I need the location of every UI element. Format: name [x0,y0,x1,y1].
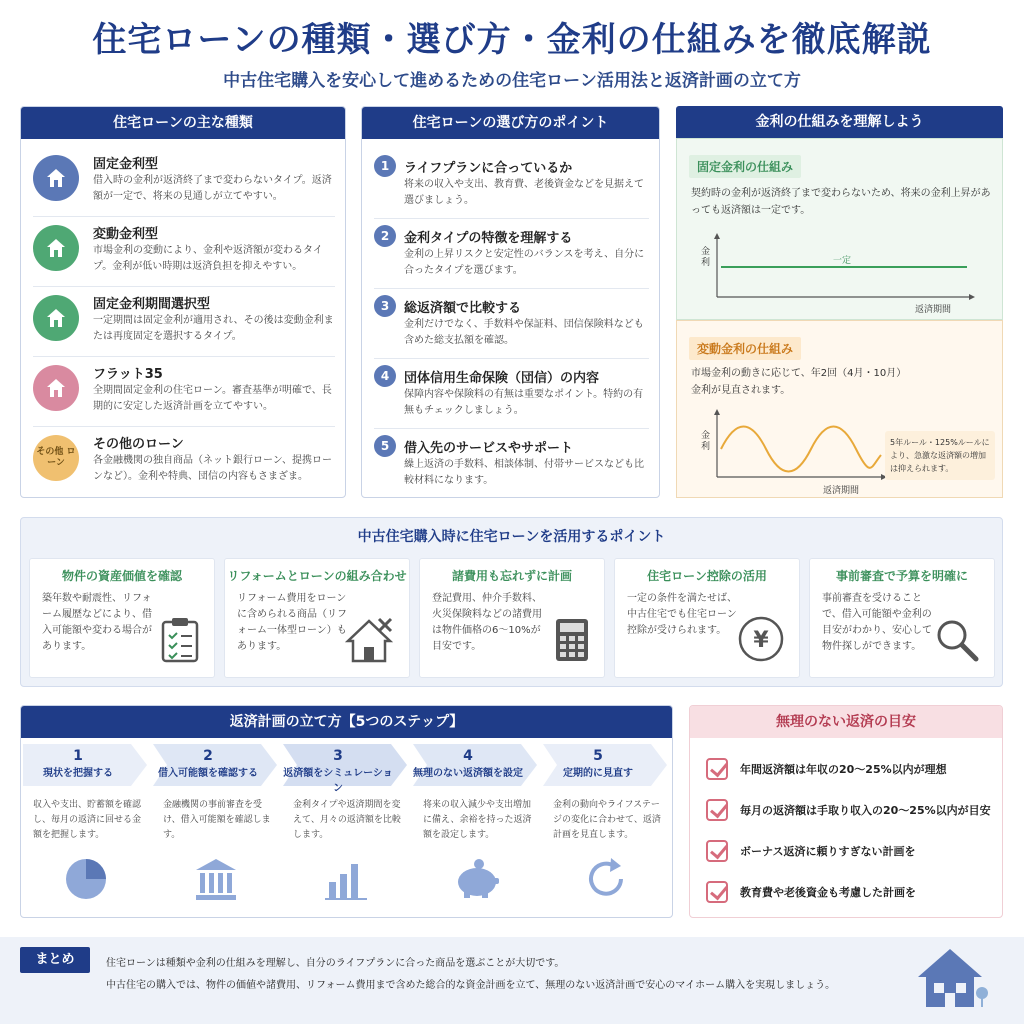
selection-point-title: 団体信用生命保険（団信）の内容 [404,371,600,386]
loan-type-item [33,291,335,357]
variable-rate-label: 変動金利の仕組み [689,337,801,360]
used-home-point-title: リフォームとローンの組み合わせ [227,569,407,583]
fixed-rate-x-label: 返済期間 [915,305,952,315]
repayment-guide-card [689,705,1003,918]
step-number-badge: 5 [374,435,396,457]
selection-points-card [361,106,660,498]
house-icon [33,155,79,201]
repayment-step [23,744,147,914]
used-home-point-card [614,558,800,678]
step-desc: 金利タイプや返済期間を変えて、月々の返済額を比較します。 [293,800,401,840]
loan-type-desc: 各金融機関の独自商品（ネット銀行ローン、提携ローンなど）。金利や特典、団信の内容もさまざま。 [93,455,332,482]
summary-house-icon [910,943,990,1013]
selection-point-item [374,295,649,359]
step-desc: 金融機関の事前審査を受け、借入可能額を確認します。 [163,800,271,840]
selection-point-item [374,225,649,289]
summary-label: まとめ [20,947,90,973]
selection-point-item [374,435,649,499]
variable-rate-chart [691,409,891,489]
selection-point-desc: 将来の収入や支出、教育費、老後資金などを見据えて選びましょう。 [404,179,644,206]
used-home-point-card [224,558,410,678]
variable-rate-y-label: 金利 [701,431,711,452]
step-label: 現状を把握する [43,768,113,779]
variable-rate-note: 5年ルール・125%ルールにより、急激な返済額の増加は抑えられます。 [885,431,995,480]
fixed-rate-desc: 契約時の金利が返済終了まで変わらないため、将来の金利上昇があっても返済額は一定です。 [691,188,991,216]
loan-type-desc: 借入時の金利が返済終了まで変わらないタイプ。返済額が一定で、将来の見通しが立てやすい。 [93,175,332,202]
repayment-steps-card [20,705,673,918]
summary-line-2: 中古住宅の購入では、物件の価値や諸費用、リフォーム費用まで含めた総合的な資金計画を立て、無理のない返済計画で安心のマイホーム購入を実現しましょう。 [106,980,836,991]
used-home-point-card [29,558,215,678]
loan-type-item [33,151,335,217]
variable-rate-x-label: 返済期間 [823,486,860,496]
house-icon [33,365,79,411]
piggy-bank-icon [453,856,503,906]
step-number: 3 [333,748,343,764]
loan-type-title: 変動金利型 [93,227,159,242]
fixed-rate-y-label: 金利 [701,247,711,268]
variable-rate-curve [721,427,881,472]
summary-section [0,937,1024,1024]
variable-rate-desc: 市場金利の動きに応じて、年2回（4月・10月）金利が見直されます。 [691,368,907,396]
step-number-badge: 2 [374,225,396,247]
house-icon [33,295,79,341]
used-home-point-desc: 築年数や耐震性、リフォーム履歴などにより、借入可能額や変わる場合があります。 [42,593,152,652]
step-number: 2 [203,748,213,764]
pie-chart-icon [63,856,109,906]
checkbox-icon [706,758,728,780]
magnifier-icon [934,617,980,667]
variable-rate-panel [676,320,1003,498]
checkbox-icon [706,840,728,862]
step-label: 借入可能額を確認する [158,768,258,779]
selection-point-desc: 繰上返済の手数料、相談体制、付帯サービスなども比較材料になります。 [404,459,644,486]
step-label: 返済額をシミュレーション [283,768,393,794]
house-tools-icon [345,617,395,667]
loan-type-desc: 市場金利の変動により、金利や返済額が変わるタイプ。金利が低い時期は返済負担を抑えやすい。 [93,245,323,272]
checkbox-icon [706,799,728,821]
page-subtitle: 中古住宅購入を安心して進めるための住宅ローン活用法と返済計画の立て方 [223,71,801,91]
loan-type-desc: 一定期間は固定金利が適用され、その後は変動金利または再度固定を選択するタイプ。 [93,315,334,342]
fixed-rate-label: 固定金利の仕組み [689,155,801,178]
calculator-icon [554,617,590,667]
step-number-badge: 3 [374,295,396,317]
step-label: 定期的に見直す [563,768,633,779]
guide-item [706,838,996,864]
step-number-badge: 1 [374,155,396,177]
step-desc: 収入や支出、貯蓄額を確認し、毎月の返済に回せる金額を把握します。 [33,800,142,840]
step-number: 4 [463,748,473,764]
svg-text:¥: ¥ [753,628,769,653]
used-home-point-desc: 登記費用、仲介手数料、火災保険料などの諸費用は物件価格の6〜10%が目安です。 [432,593,542,652]
step-number: 5 [593,748,603,764]
used-home-point-card [809,558,995,678]
fixed-rate-chart [691,233,991,313]
step-label: 無理のない返済額を設定 [413,768,523,779]
used-home-point-title: 諸費用も忘れずに計画 [451,569,572,583]
fixed-rate-line-label: 一定 [833,256,852,266]
selection-point-title: ライフプランに合っているか [404,161,573,176]
selection-point-title: 金利タイプの特徴を理解する [404,231,573,246]
fixed-rate-panel [676,138,1003,320]
used-home-point-title: 住宅ローン控除の活用 [647,569,767,583]
bar-chart-icon [323,856,369,906]
used-home-point-title: 事前審査で予算を明確に [835,569,968,583]
used-home-point-title: 物件の資産価値を確認 [61,569,182,583]
loan-type-title: 固定金利期間選択型 [93,297,211,312]
repayment-guide-heading: 無理のない返済の目安 [690,706,1002,738]
selection-point-title: 総返済額で比較する [404,301,522,316]
summary-line-1: 住宅ローンは種類や金利の仕組みを理解し、自分のライフプランに合った商品を選ぶことが大切です。 [106,958,565,969]
repayment-steps-heading: 返済計画の立て方【5つのステップ】 [21,706,672,738]
selection-point-desc: 金利だけでなく、手数料や保証料、団信保険料なども含めた総支払額を確認。 [404,319,644,346]
step-number-badge: 4 [374,365,396,387]
repayment-step [543,744,667,914]
selection-point-item [374,365,649,429]
page-title: 住宅ローンの種類・選び方・金利の仕組みを徹底解説 [92,20,932,60]
guide-item [706,879,996,905]
used-home-point-desc: 一定の条件を満たせば、中古住宅でも住宅ローン控除が受けられます。 [627,593,737,636]
guide-item-text: 毎月の返済額は手取り収入の20〜25%以内が目安 [740,804,991,817]
house-icon [33,225,79,271]
repayment-step [153,744,277,914]
guide-item-text: 教育費や老後資金も考慮した計画を [740,886,916,899]
bank-icon [193,856,239,906]
clipboard-icon [160,617,200,667]
checkbox-icon [706,881,728,903]
selection-points-heading: 住宅ローンの選び方のポイント [362,107,659,139]
guide-item [706,756,996,782]
loan-type-item [33,221,335,287]
loan-types-card [20,106,346,498]
used-home-point-desc: リフォーム費用をローンに含められる商品（リフォーム一体型ローン）もあります。 [237,593,347,652]
rate-mechanism-heading: 金利の仕組みを理解しよう [676,106,1003,138]
step-number: 1 [73,748,83,764]
guide-item-text: 年間返済額は年収の20〜25%以内が理想 [740,763,947,776]
used-home-point-desc: 事前審査を受けることで、借入可能額や金利の目安がわかり、安心して物件探しができます。 [822,593,932,652]
loan-type-item [33,431,335,497]
selection-point-title: 借入先のサービスやサポート [404,441,574,456]
refresh-icon [583,856,629,906]
loan-type-desc: 全期間固定金利の住宅ローン。審査基準が明確で、長期的に安定した返済計画を立てやすい。 [93,385,332,412]
step-desc: 将来の収入減少や支出増加に備え、余裕を持った返済額を設定します。 [423,800,532,840]
step-desc: 金利の動向やライフステージの変化に合わせて、返済計画を見直します。 [553,800,661,840]
loan-type-title: フラット35 [93,367,163,382]
loan-type-title: その他のローン [93,437,184,452]
used-home-point-card [419,558,605,678]
used-home-section [20,517,1003,687]
repayment-step [283,744,407,914]
selection-point-item [374,155,649,219]
other-loan-icon: その他 ローン [33,435,79,481]
repayment-step [413,744,537,914]
selection-point-desc: 金利の上昇リスクと安定性のバランスを考え、自分に合ったタイプを選びます。 [404,249,645,276]
loan-type-title: 固定金利型 [93,157,159,172]
loan-type-item [33,361,335,427]
loan-types-heading: 住宅ローンの主な種類 [21,107,345,139]
selection-point-desc: 保障内容や保険料の有無は重要なポイント。特約の有無もチェックしましょう。 [404,389,644,416]
guide-item-text: ボーナス返済に頼りすぎない計画を [740,845,916,858]
rate-mechanism-card [676,106,1003,498]
yen-coin-icon [737,615,785,667]
used-home-heading: 中古住宅購入時に住宅ローンを活用するポイント [357,529,666,545]
guide-item [706,797,996,823]
